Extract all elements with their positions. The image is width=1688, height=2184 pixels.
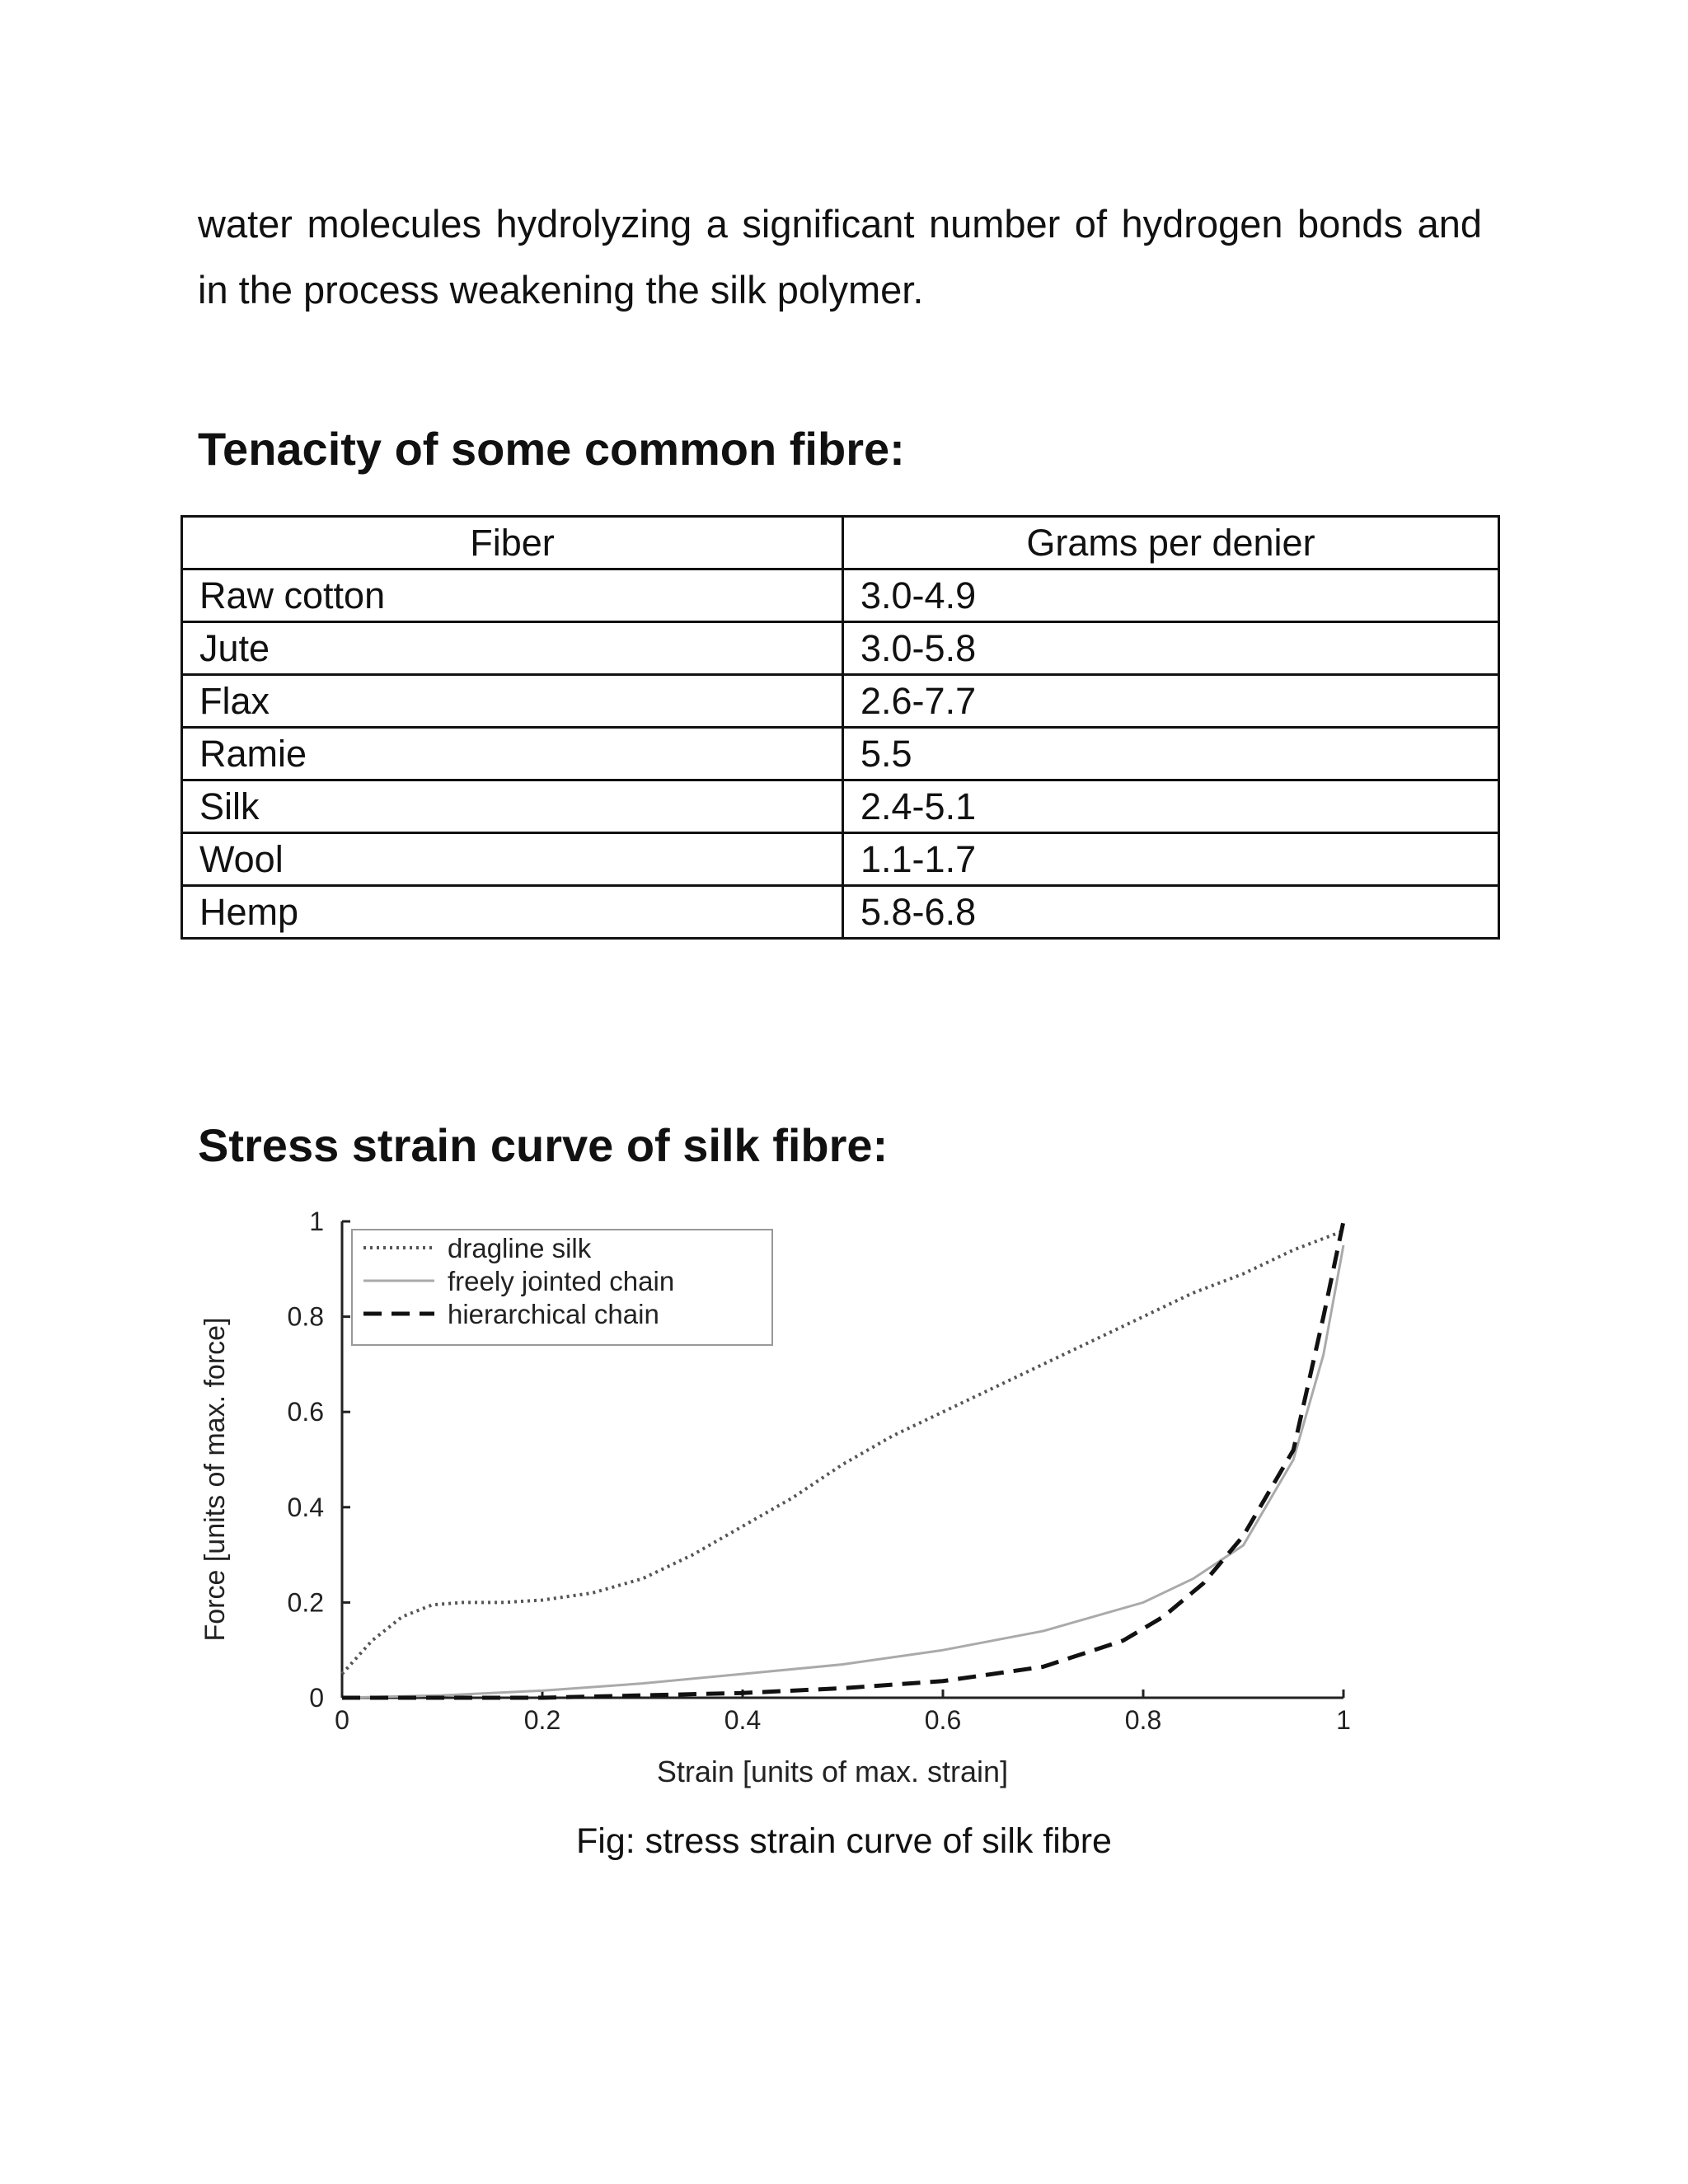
table-row: [182, 675, 1499, 728]
x-tick-label: 0: [335, 1705, 349, 1735]
x-axis-label: Strain [units of max. strain]: [656, 1755, 1009, 1788]
tenacity-cell: 2.4-5.1: [843, 780, 1499, 833]
tenacity-cell: 3.0-5.8: [843, 622, 1499, 675]
legend-label: freely jointed chain: [448, 1266, 675, 1296]
x-tick-label: 0.4: [724, 1705, 762, 1735]
legend-label: hierarchical chain: [448, 1299, 659, 1329]
x-tick-label: 0.2: [523, 1705, 561, 1735]
tenacity-cell: 2.6-7.7: [843, 675, 1499, 728]
y-tick-label: 0.6: [287, 1397, 324, 1427]
header-fiber: Fiber: [182, 517, 843, 569]
stress-strain-heading: Stress strain curve of silk fibre:: [198, 1119, 889, 1171]
table-row: [182, 728, 1499, 780]
table-header-row: [182, 517, 1499, 569]
table-row: [182, 569, 1499, 622]
fiber-cell: Flax: [182, 675, 843, 728]
figure-caption: Fig: stress strain curve of silk fibre: [576, 1821, 1112, 1861]
x-tick-label: 0.8: [1124, 1705, 1162, 1735]
x-tick-label: 1: [1336, 1705, 1351, 1735]
chart-legend: [352, 1230, 772, 1345]
stress-strain-chart: [190, 1203, 1376, 1805]
legend-label: dragline silk: [448, 1233, 592, 1263]
fiber-cell: Jute: [182, 622, 843, 675]
fiber-cell: Raw cotton: [182, 569, 843, 622]
tenacity-heading: Tenacity of some common fibre:: [198, 423, 905, 475]
header-grams-per-denier: Grams per denier: [843, 517, 1499, 569]
fiber-cell: Silk: [182, 780, 843, 833]
x-tick-label: 0.6: [924, 1705, 962, 1735]
body-paragraph: water molecules hydrolyzing a significant number of hydrogen bonds and in the process weakening the silk polymer.: [198, 202, 1482, 312]
fiber-cell: Hemp: [182, 886, 843, 939]
table-row: [182, 833, 1499, 886]
tenacity-cell: 1.1-1.7: [843, 833, 1499, 886]
table-row: [182, 622, 1499, 675]
y-tick-label: 0.4: [287, 1492, 324, 1522]
y-tick-label: 0.2: [287, 1587, 324, 1618]
table-row: [182, 886, 1499, 939]
fiber-cell: Ramie: [182, 728, 843, 780]
y-axis-label: Force [units of max. force]: [199, 1317, 231, 1642]
y-tick-label: 0.8: [287, 1301, 324, 1332]
tenacity-cell: 5.5: [843, 728, 1499, 780]
chart-svg: [190, 1203, 1376, 1805]
tenacity-cell: 3.0-4.9: [843, 569, 1499, 622]
y-tick-label: 1: [309, 1207, 324, 1236]
y-tick-label: 0: [309, 1683, 324, 1713]
tenacity-cell: 5.8-6.8: [843, 886, 1499, 939]
tenacity-table: [181, 515, 1500, 940]
table-row: [182, 780, 1499, 833]
fiber-cell: Wool: [182, 833, 843, 886]
